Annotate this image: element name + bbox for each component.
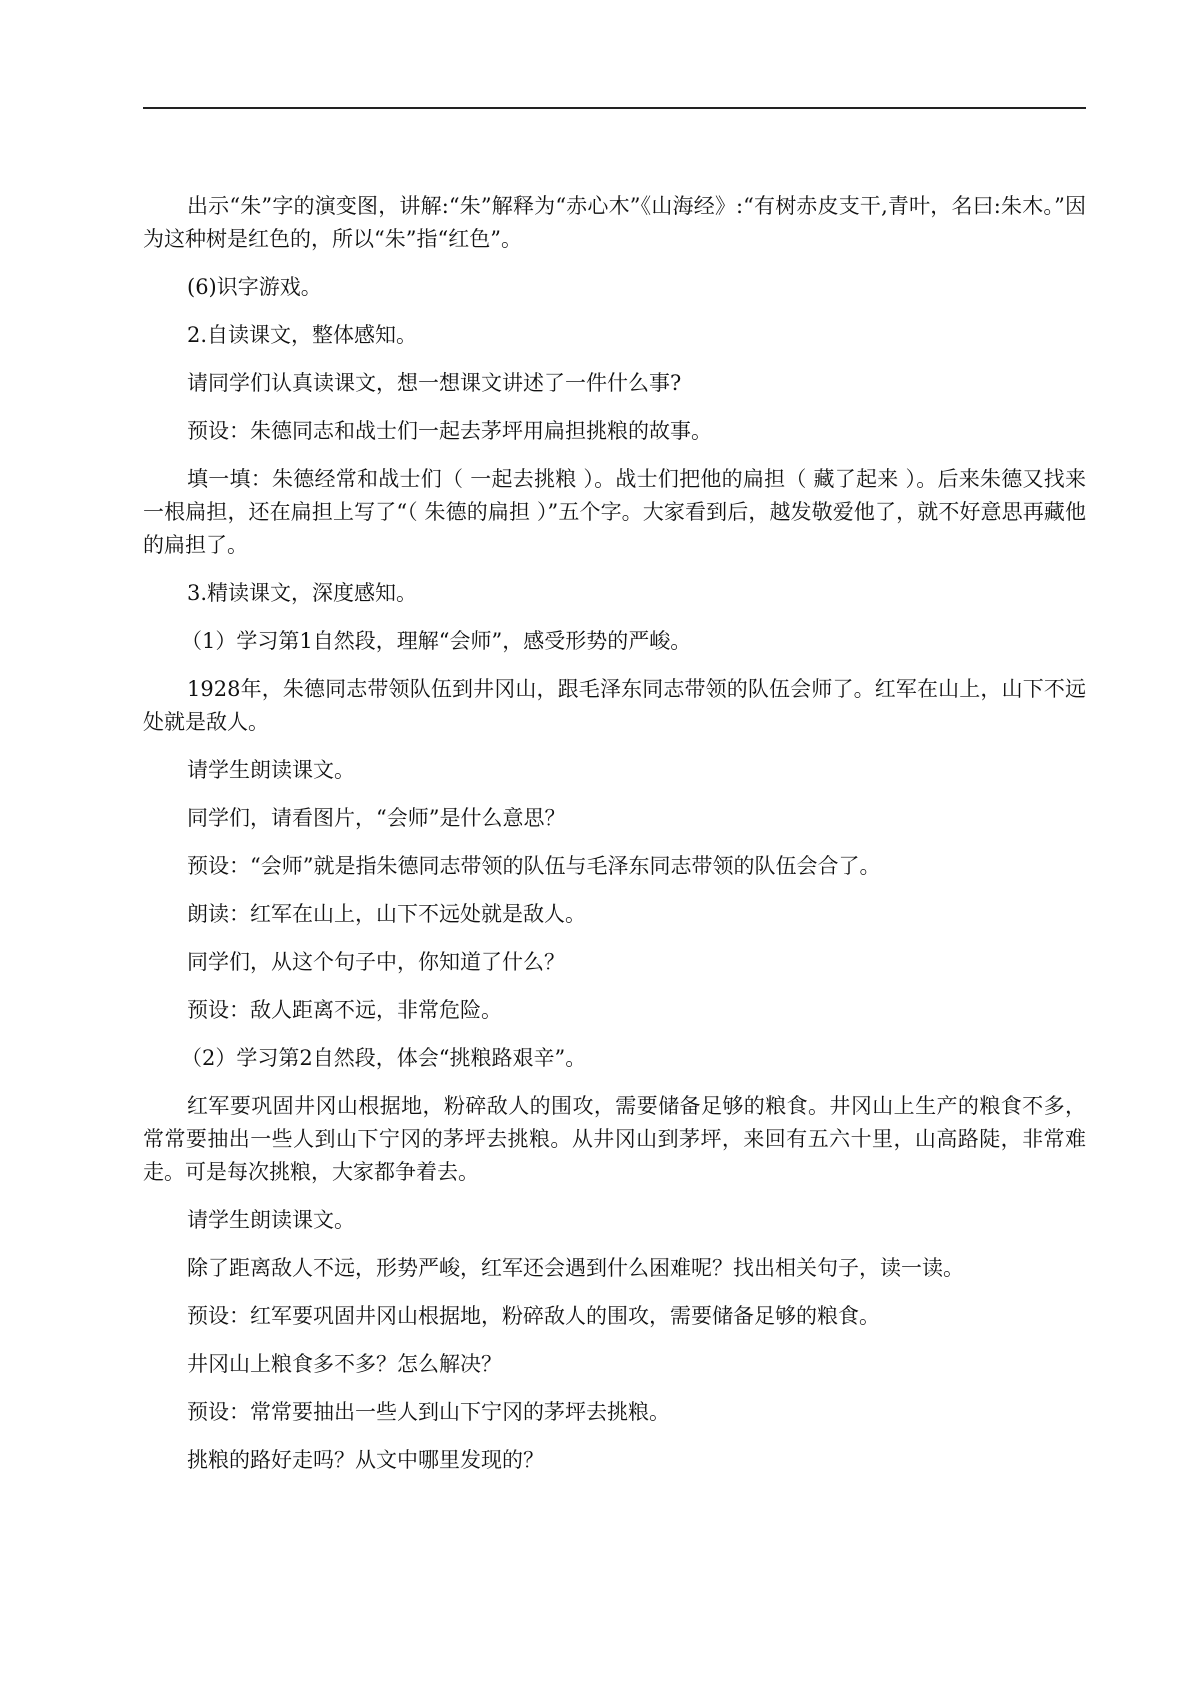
paragraph: 请学生朗读课文。 [187,758,355,782]
paragraph: 挑粮的路好走吗？从文中哪里发现的？ [187,1448,544,1472]
paragraph: 同学们，请看图片，“会师”是什么意思？ [187,806,566,830]
paragraph: 朗读：红军在山上，山下不远处就是敌人。 [187,902,586,926]
section-heading: 2.自读课文，整体感知。 [187,323,418,347]
paragraph: 预设：敌人距离不远，非常危险。 [187,998,502,1022]
header-rule [143,107,1086,109]
paragraph: 填一填：朱德经常和战士们（ 一起去挑粮 ）。战士们把他的扁担（ 藏了起来 ）。后来朱德又找来一根扁担，还在扁担上写了“（ 朱德的扁担 ）”五个字。大家看到后，越发敬爱他了，就不好意思再藏他的扁担了。 [143,467,1086,557]
subsection-heading: （1）学习第1自然段，理解“会师”，感受形势的严峻。 [181,629,692,653]
paragraph: 预设：常常要抽出一些人到山下宁冈的茅坪去挑粮。 [187,1400,670,1424]
paragraph: 请同学们认真读课文，想一想课文讲述了一件什么事? [187,371,682,395]
paragraph: 预设：“会师”就是指朱德同志带领的队伍与毛泽东同志带领的队伍会合了。 [187,854,881,878]
section-heading: 3.精读课文，深度感知。 [187,581,418,605]
paragraph: 除了距离敌人不远，形势严峻，红军还会遇到什么困难呢？找出相关句子，读一读。 [187,1256,964,1280]
paragraph: 红军要巩固井冈山根据地，粉碎敌人的围攻，需要储备足够的粮食。井冈山上生产的粮食不多，常常要抽出一些人到山下宁冈的茅坪去挑粮。从井冈山到茅坪，来回有五六十里，山高路陡，非常难走。可是每次挑粮，大家都争着去。 [143,1094,1086,1184]
paragraph: 井冈山上粮食多不多？怎么解决？ [187,1352,502,1376]
paragraph: 同学们，从这个句子中，你知道了什么？ [187,950,565,974]
document-body [143,190,1086,1477]
paragraph: 请学生朗读课文。 [187,1208,355,1232]
paragraph: 预设：朱德同志和战士们一起去茅坪用扁担挑粮的故事。 [187,419,712,443]
paragraph: 出示“朱”字的演变图，讲解:“朱”解释为“赤心木”《山海经》:“有树赤皮支干,青叶，名曰:朱木。”因为这种树是红色的，所以“朱”指“红色”。 [143,194,1086,251]
subsection-heading: （2）学习第2自然段，体会“挑粮路艰辛”。 [181,1046,587,1070]
paragraph: 预设：红军要巩固井冈山根据地，粉碎敌人的围攻，需要储备足够的粮食。 [187,1304,880,1328]
paragraph: 1928年，朱德同志带领队伍到井冈山，跟毛泽东同志带领的队伍会师了。红军在山上，山下不远处就是敌人。 [143,677,1086,734]
paragraph: (6)识字游戏。 [187,275,322,299]
